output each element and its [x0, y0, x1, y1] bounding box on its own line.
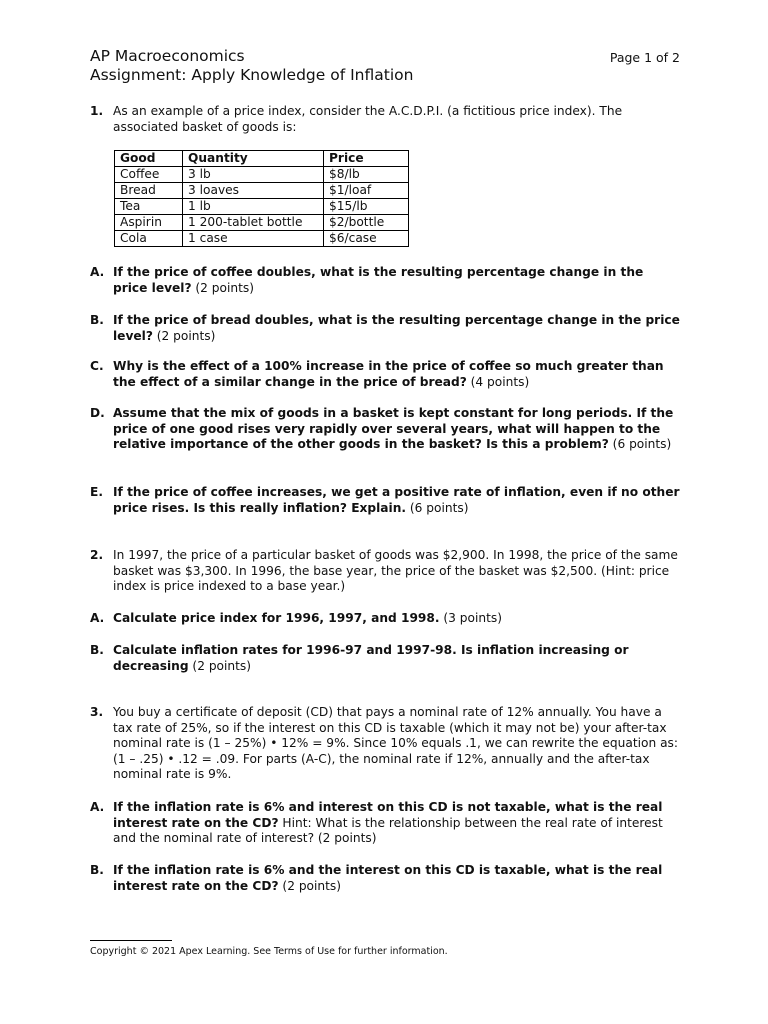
part-letter: B.	[90, 313, 104, 327]
part-question: Calculate price index for 1996, 1997, and 1998.	[113, 611, 440, 625]
question-1-intro	[90, 104, 680, 135]
part-letter: A.	[90, 265, 105, 279]
table-header-row	[115, 151, 409, 167]
table-row	[115, 215, 409, 231]
question-number: 2.	[90, 548, 104, 562]
part-letter: B.	[90, 643, 104, 657]
table-row	[115, 183, 409, 199]
question-number: 3.	[90, 705, 104, 719]
page-number: Page 1 of 2	[609, 50, 680, 65]
table-row	[115, 199, 409, 215]
question-3-intro	[90, 705, 680, 783]
table-cell: Tea	[115, 199, 183, 215]
table-cell: $2/bottle	[324, 215, 409, 231]
table-row	[115, 231, 409, 247]
question-1d	[90, 406, 680, 453]
part-points: Hint: What is the relationship between the real rate of interest and the nominal rate of interest? (2 points)	[113, 815, 663, 846]
table-cell: Bread	[115, 183, 183, 199]
part-points: (4 points)	[466, 374, 530, 389]
part-question: If the inflation rate is 6% and interest on this CD is not taxable, what is the real interest rate on the CD?	[113, 800, 663, 830]
question-text: In 1997, the price of a particular basket of goods was $2,900. In 1998, the price of the same basket was $3,300. In 1996, the base year, the price of the basket was $2,500. (Hint: price index is price indexed to a base year.)	[113, 548, 678, 594]
question-text: As an example of a price index, consider the A.C.D.P.I. (a fictitious price index). The associated basket of goods is:	[113, 104, 623, 134]
part-question: If the price of bread doubles, what is the resulting percentage change in the price level?	[113, 313, 680, 343]
part-letter: E.	[90, 485, 103, 499]
question-text: You buy a certificate of deposit (CD) that pays a nominal rate of 12% annually. You have a tax rate of 25%, so if the interest on this CD is taxable (which it may not be) your after-tax nominal rate is (1 – 25%) • 12% = 9%. Since 10% equals .1, we can rewrite the equation as: (1 – .25) • .12 = .09. For parts (A-C), the nominal rate if 12%, annually and the after-tax nominal rate is 9%.	[113, 705, 678, 782]
table-cell: 3 loaves	[183, 183, 324, 199]
question-2-intro	[90, 548, 680, 595]
column-header: Quantity	[183, 151, 324, 167]
part-points: (3 points)	[439, 611, 502, 625]
part-question: If the price of coffee increases, we get a positive rate of inflation, even if no other price rises. Is this really inflation? Explain.	[113, 485, 680, 515]
question-number: 1.	[90, 104, 104, 118]
page-header	[90, 47, 680, 85]
part-points: (6 points)	[406, 500, 469, 515]
table-cell: Aspirin	[115, 215, 183, 231]
table-cell: 1 200-tablet bottle	[183, 215, 324, 231]
part-letter: B.	[90, 863, 104, 877]
question-1e	[90, 485, 680, 516]
question-2b	[90, 643, 680, 674]
part-points: (2 points)	[188, 658, 252, 673]
part-points: (2 points)	[191, 280, 254, 295]
part-question: Why is the effect of a 100% increase in the price of coffee so much greater than the effect of a similar change in the price of bread?	[113, 359, 664, 389]
question-3a	[90, 800, 680, 847]
question-1c	[90, 359, 680, 390]
table-cell: $1/loaf	[324, 183, 409, 199]
part-question: Assume that the mix of goods in a basket is kept constant for long periods. If the price of one good rises very rapidly over several years, what will happen to the relative importance of the other goods in the basket? Is this a problem?	[113, 406, 674, 452]
part-letter: D.	[90, 406, 105, 420]
part-points: (2 points)	[152, 328, 216, 343]
table-cell: $8/lb	[324, 167, 409, 183]
question-1b	[90, 313, 680, 344]
part-letter: A.	[90, 800, 105, 814]
column-header: Price	[324, 151, 409, 167]
table-cell: 1 case	[183, 231, 324, 247]
table-cell: 1 lb	[183, 199, 324, 215]
course-title: AP Macroeconomics	[90, 47, 245, 65]
assignment-title: Assignment: Apply Knowledge of Inflation	[90, 66, 414, 84]
table-cell: $6/case	[324, 231, 409, 247]
copyright-notice: Copyright © 2021 Apex Learning. See Terms of Use for further information.	[90, 946, 448, 957]
part-question: If the price of coffee doubles, what is the resulting percentage change in the price level?	[113, 265, 644, 295]
question-3b	[90, 863, 680, 894]
question-1a	[90, 265, 680, 296]
part-letter: C.	[90, 359, 104, 373]
part-letter: A.	[90, 611, 105, 625]
part-question: Calculate inflation rates for 1996-97 and 1997-98. Is inflation increasing or decreasing	[113, 643, 629, 673]
part-question: If the inflation rate is 6% and the interest on this CD is taxable, what is the real interest rate on the CD?	[113, 863, 663, 893]
table-cell: $15/lb	[324, 199, 409, 215]
table-cell: Cola	[115, 231, 183, 247]
part-points: (6 points)	[608, 437, 672, 452]
table-cell: 3 lb	[183, 167, 324, 183]
column-header: Good	[115, 151, 183, 167]
footnote-rule	[90, 940, 172, 941]
basket-table	[114, 150, 409, 247]
question-2a	[90, 611, 680, 627]
table-cell: Coffee	[115, 167, 183, 183]
part-points: (2 points)	[278, 878, 342, 893]
table-row	[115, 167, 409, 183]
